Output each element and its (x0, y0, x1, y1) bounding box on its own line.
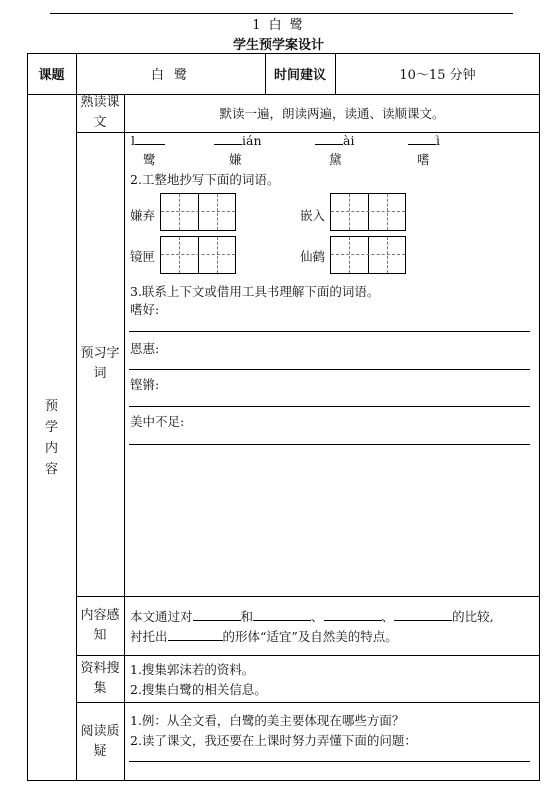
answer-line[interactable] (129, 406, 530, 407)
content-line-2: 衬托出 的形体“适宜”及自然美的特点。 (130, 629, 398, 644)
pinyin-char-2: 嫌 (229, 152, 242, 167)
time-label: 时间建议 (273, 68, 326, 83)
materials-item-2: 2.搜集白鹭的相关信息。 (130, 682, 267, 697)
row-divider-content (76, 655, 540, 656)
pinyin-char-4: 嗜 (417, 152, 430, 167)
section-label-cell (27, 94, 76, 781)
lesson-title: 1 白 鹭 (252, 18, 305, 33)
answer-line[interactable] (129, 444, 530, 445)
writing-box[interactable] (160, 193, 236, 231)
writing-box[interactable] (330, 193, 406, 231)
pinyin-blank[interactable] (315, 132, 343, 145)
pinyin-item-1: l (131, 132, 165, 148)
copy-word-4: 仙鹤 (300, 249, 326, 264)
copy-word-3: 镜匣 (130, 249, 156, 264)
pinyin-blank[interactable] (214, 132, 242, 145)
writing-box[interactable] (160, 236, 236, 274)
topic-value: 白 鹭 (150, 68, 191, 83)
question-3: 3.联系上下文或借用工具书理解下面的词语。 (130, 284, 380, 299)
reading-label: 熟读课文 (80, 95, 120, 130)
col-divider-2 (124, 94, 125, 781)
fill-blank[interactable] (324, 608, 382, 621)
fill-blank[interactable] (253, 608, 311, 621)
term-2: 恩惠: (130, 341, 160, 356)
section-label: 预学内容 (44, 398, 58, 477)
content-label: 内容感知 (80, 607, 120, 643)
pinyin-item-4: ì (408, 132, 440, 148)
fill-blank[interactable] (394, 608, 452, 621)
term-4: 美中不足: (130, 414, 185, 429)
pinyin-blank[interactable] (135, 132, 165, 145)
pinyin-char-1: 鹭 (143, 152, 156, 167)
pinyin-char-3: 黛 (329, 152, 342, 167)
term-1: 嗜好: (130, 302, 160, 317)
questions-item-1: 1.例：从全文看，白鹭的美主要体现在哪些方面？ (130, 713, 405, 728)
pinyin-blank[interactable] (408, 132, 436, 145)
questions-label: 阅读质疑 (80, 723, 120, 759)
row-divider-materials (76, 702, 540, 703)
page-subtitle: 学生预学案设计 (232, 38, 324, 53)
question-2: 2.工整地抄写下面的词语。 (130, 172, 280, 187)
answer-line[interactable] (129, 761, 530, 762)
answer-line[interactable] (129, 331, 530, 332)
pinyin-item-2: ián (214, 132, 262, 148)
answer-line[interactable] (129, 369, 530, 370)
questions-item-2: 2.读了课文，我还要在上课时努力弄懂下面的问题： (130, 733, 417, 748)
materials-label: 资料搜集 (80, 660, 120, 696)
time-value: 10～15 分钟 (399, 68, 476, 83)
copy-word-2: 嵌入 (300, 208, 326, 223)
topic-label: 课题 (38, 68, 65, 83)
fill-blank[interactable] (193, 608, 241, 621)
content-line-1: 本文通过对 和 、 、 的比较, (130, 609, 494, 624)
row-divider-vocab (76, 596, 540, 597)
fill-blank[interactable] (168, 628, 223, 641)
materials-item-1: 1.搜集郭沫若的资料。 (130, 662, 255, 677)
writing-box[interactable] (330, 236, 406, 274)
copy-word-1: 嫌弃 (130, 208, 156, 223)
reading-text: 默读一遍，朗读两遍，读通、读顺课文。 (219, 106, 445, 121)
vocab-label: 预习字词 (80, 346, 120, 381)
col-divider-1 (76, 53, 77, 781)
pinyin-item-3: ài (315, 132, 354, 148)
term-3: 铿锵: (130, 377, 160, 392)
